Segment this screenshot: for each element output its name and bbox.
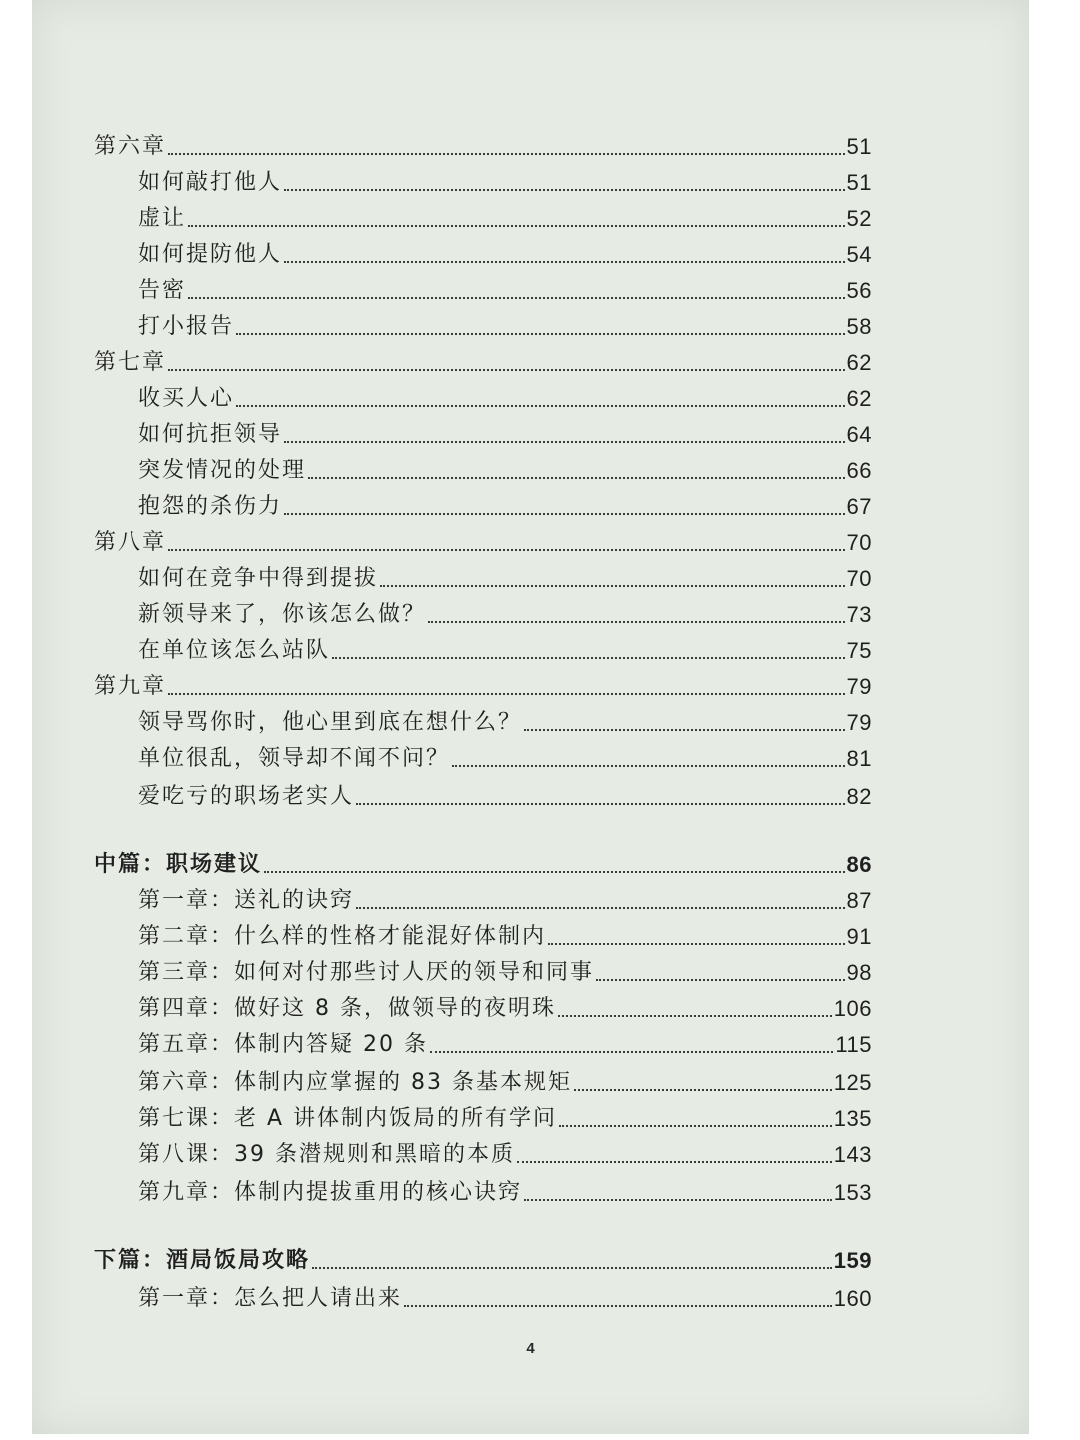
toc-entry-page: 75 <box>846 638 872 663</box>
toc-entry-page: 143 <box>833 1142 872 1167</box>
toc-entry <box>138 1280 872 1314</box>
dot-leader <box>284 439 845 443</box>
toc-entry-title: 中篇：职场建议 <box>94 852 263 877</box>
toc-entry-title: 第九章：体制内提拔重用的核心诀窍 <box>138 1180 523 1205</box>
dot-leader <box>236 331 845 335</box>
book-page <box>32 0 1029 1434</box>
toc-entry-title: 单位很乱，领导却不闻不问？ <box>138 746 451 771</box>
toc-entry-page: 135 <box>833 1106 872 1131</box>
toc-entry-title: 新领导来了，你该怎么做？ <box>138 602 427 627</box>
dot-leader <box>452 763 845 767</box>
toc-entry-page: 62 <box>846 350 872 375</box>
toc-entry <box>138 704 872 738</box>
dot-leader <box>428 619 845 623</box>
toc-entry-title: 领导骂你时，他心里到底在想什么？ <box>138 710 523 735</box>
toc-entry <box>138 596 872 630</box>
toc-entry <box>138 236 872 270</box>
toc-entry-title: 告密 <box>138 278 187 303</box>
toc-entry <box>138 200 872 234</box>
toc-entry <box>138 954 872 988</box>
toc-entry-title: 第六章 <box>94 134 167 159</box>
toc-entry-page: 70 <box>846 566 872 591</box>
page-number: 4 <box>526 1340 535 1357</box>
table-of-contents <box>32 0 1029 1434</box>
dot-leader <box>284 259 845 263</box>
dot-leader <box>558 1013 832 1017</box>
toc-entry <box>138 740 872 774</box>
dot-leader <box>559 1123 832 1127</box>
dot-leader <box>188 295 845 299</box>
toc-entry-page: 106 <box>833 996 872 1021</box>
toc-entry-title: 如何抗拒领导 <box>138 422 283 447</box>
dot-leader <box>596 977 845 981</box>
toc-entry-page: 79 <box>846 674 872 699</box>
toc-entry <box>94 1242 872 1276</box>
toc-entry-page: 79 <box>846 710 872 735</box>
toc-entry <box>138 1174 872 1208</box>
dot-leader <box>264 869 845 873</box>
toc-entry-title: 爱吃亏的职场老实人 <box>138 784 355 809</box>
toc-entry <box>138 1064 872 1098</box>
dot-leader <box>380 583 845 587</box>
dot-leader <box>312 1265 832 1269</box>
dot-leader <box>524 1197 832 1201</box>
toc-entry-title: 如何在竞争中得到提拔 <box>138 566 379 591</box>
toc-entry <box>138 1136 872 1170</box>
dot-leader <box>168 691 845 695</box>
toc-entry-page: 52 <box>846 206 872 231</box>
dot-leader <box>168 367 845 371</box>
toc-entry-page: 91 <box>846 924 872 949</box>
dot-leader <box>356 905 845 909</box>
toc-entry <box>94 524 872 558</box>
toc-entry-title: 打小报告 <box>138 314 235 339</box>
toc-entry-title: 第七课：老 A 讲体制内饭局的所有学问 <box>138 1106 558 1131</box>
dot-leader <box>332 655 845 659</box>
toc-entry-title: 在单位该怎么站队 <box>138 638 331 663</box>
toc-entry-page: 62 <box>846 386 872 411</box>
toc-entry-page: 58 <box>846 314 872 339</box>
dot-leader <box>524 727 845 731</box>
toc-entry <box>138 990 872 1024</box>
dot-leader <box>168 151 845 155</box>
dot-leader <box>404 1303 832 1307</box>
toc-entry-page: 67 <box>846 494 872 519</box>
toc-entry-title: 第五章：体制内答疑 20 条 <box>138 1032 428 1057</box>
toc-entry-title: 第七章 <box>94 350 167 375</box>
toc-entry-title: 第八章 <box>94 530 167 555</box>
toc-entry-page: 86 <box>846 852 872 877</box>
toc-entry <box>138 560 872 594</box>
toc-entry <box>94 344 872 378</box>
toc-entry <box>138 488 872 522</box>
toc-entry-page: 73 <box>846 602 872 627</box>
dot-leader <box>430 1049 833 1053</box>
dot-leader <box>517 1159 832 1163</box>
toc-entry <box>138 1100 872 1134</box>
toc-entry-page: 125 <box>833 1070 872 1095</box>
toc-entry-page: 87 <box>846 888 872 913</box>
toc-entry-page: 64 <box>846 422 872 447</box>
toc-entry <box>138 778 872 812</box>
toc-entry <box>138 882 872 916</box>
toc-entry-title: 第一章：送礼的诀窍 <box>138 888 355 913</box>
toc-entry-title: 第八课：39 条潜规则和黑暗的本质 <box>138 1142 515 1167</box>
toc-entry-page: 70 <box>846 530 872 555</box>
toc-entry-title: 第一章：怎么把人请出来 <box>138 1286 403 1311</box>
toc-entry <box>94 846 872 880</box>
toc-entry <box>138 164 872 198</box>
toc-entry-title: 第三章：如何对付那些讨人厌的领导和同事 <box>138 960 595 985</box>
toc-entry-title: 第九章 <box>94 674 167 699</box>
toc-entry-page: 115 <box>835 1032 872 1057</box>
toc-entry-page: 82 <box>846 784 872 809</box>
toc-entry-title: 收买人心 <box>138 386 235 411</box>
toc-entry <box>138 632 872 666</box>
toc-entry <box>94 668 872 702</box>
dot-leader <box>548 941 845 945</box>
dot-leader <box>356 801 845 805</box>
toc-entry-title: 如何提防他人 <box>138 242 283 267</box>
toc-entry-title: 第六章：体制内应掌握的 83 条基本规矩 <box>138 1070 572 1095</box>
toc-entry-title: 虚让 <box>138 206 187 231</box>
toc-entry <box>138 416 872 450</box>
dot-leader <box>284 187 845 191</box>
dot-leader <box>236 403 845 407</box>
toc-entry-title: 第四章：做好这 8 条，做领导的夜明珠 <box>138 996 556 1021</box>
toc-entry <box>138 380 872 414</box>
toc-entry-title: 下篇：酒局饭局攻略 <box>94 1248 311 1273</box>
toc-entry-page: 98 <box>846 960 872 985</box>
toc-entry <box>138 1026 872 1060</box>
toc-entry-page: 51 <box>846 134 872 159</box>
toc-entry-title: 第二章：什么样的性格才能混好体制内 <box>138 924 547 949</box>
dot-leader <box>284 511 845 515</box>
toc-entry-page: 56 <box>846 278 872 303</box>
dot-leader <box>168 547 845 551</box>
toc-entry-page: 81 <box>846 746 872 771</box>
toc-entry <box>138 452 872 486</box>
toc-entry <box>138 272 872 306</box>
toc-entry-page: 160 <box>833 1286 872 1311</box>
toc-entry-title: 突发情况的处理 <box>138 458 307 483</box>
toc-entry-title: 如何敲打他人 <box>138 170 283 195</box>
toc-entry <box>138 308 872 342</box>
toc-entry-page: 159 <box>833 1248 872 1273</box>
toc-entry-title: 抱怨的杀伤力 <box>138 494 283 519</box>
toc-entry-page: 54 <box>846 242 872 267</box>
toc-entry-page: 153 <box>833 1180 872 1205</box>
toc-entry <box>94 128 872 162</box>
dot-leader <box>574 1087 832 1091</box>
toc-entry-page: 51 <box>846 170 872 195</box>
toc-entry <box>138 918 872 952</box>
toc-entry-page: 66 <box>846 458 872 483</box>
dot-leader <box>308 475 845 479</box>
dot-leader <box>188 223 845 227</box>
